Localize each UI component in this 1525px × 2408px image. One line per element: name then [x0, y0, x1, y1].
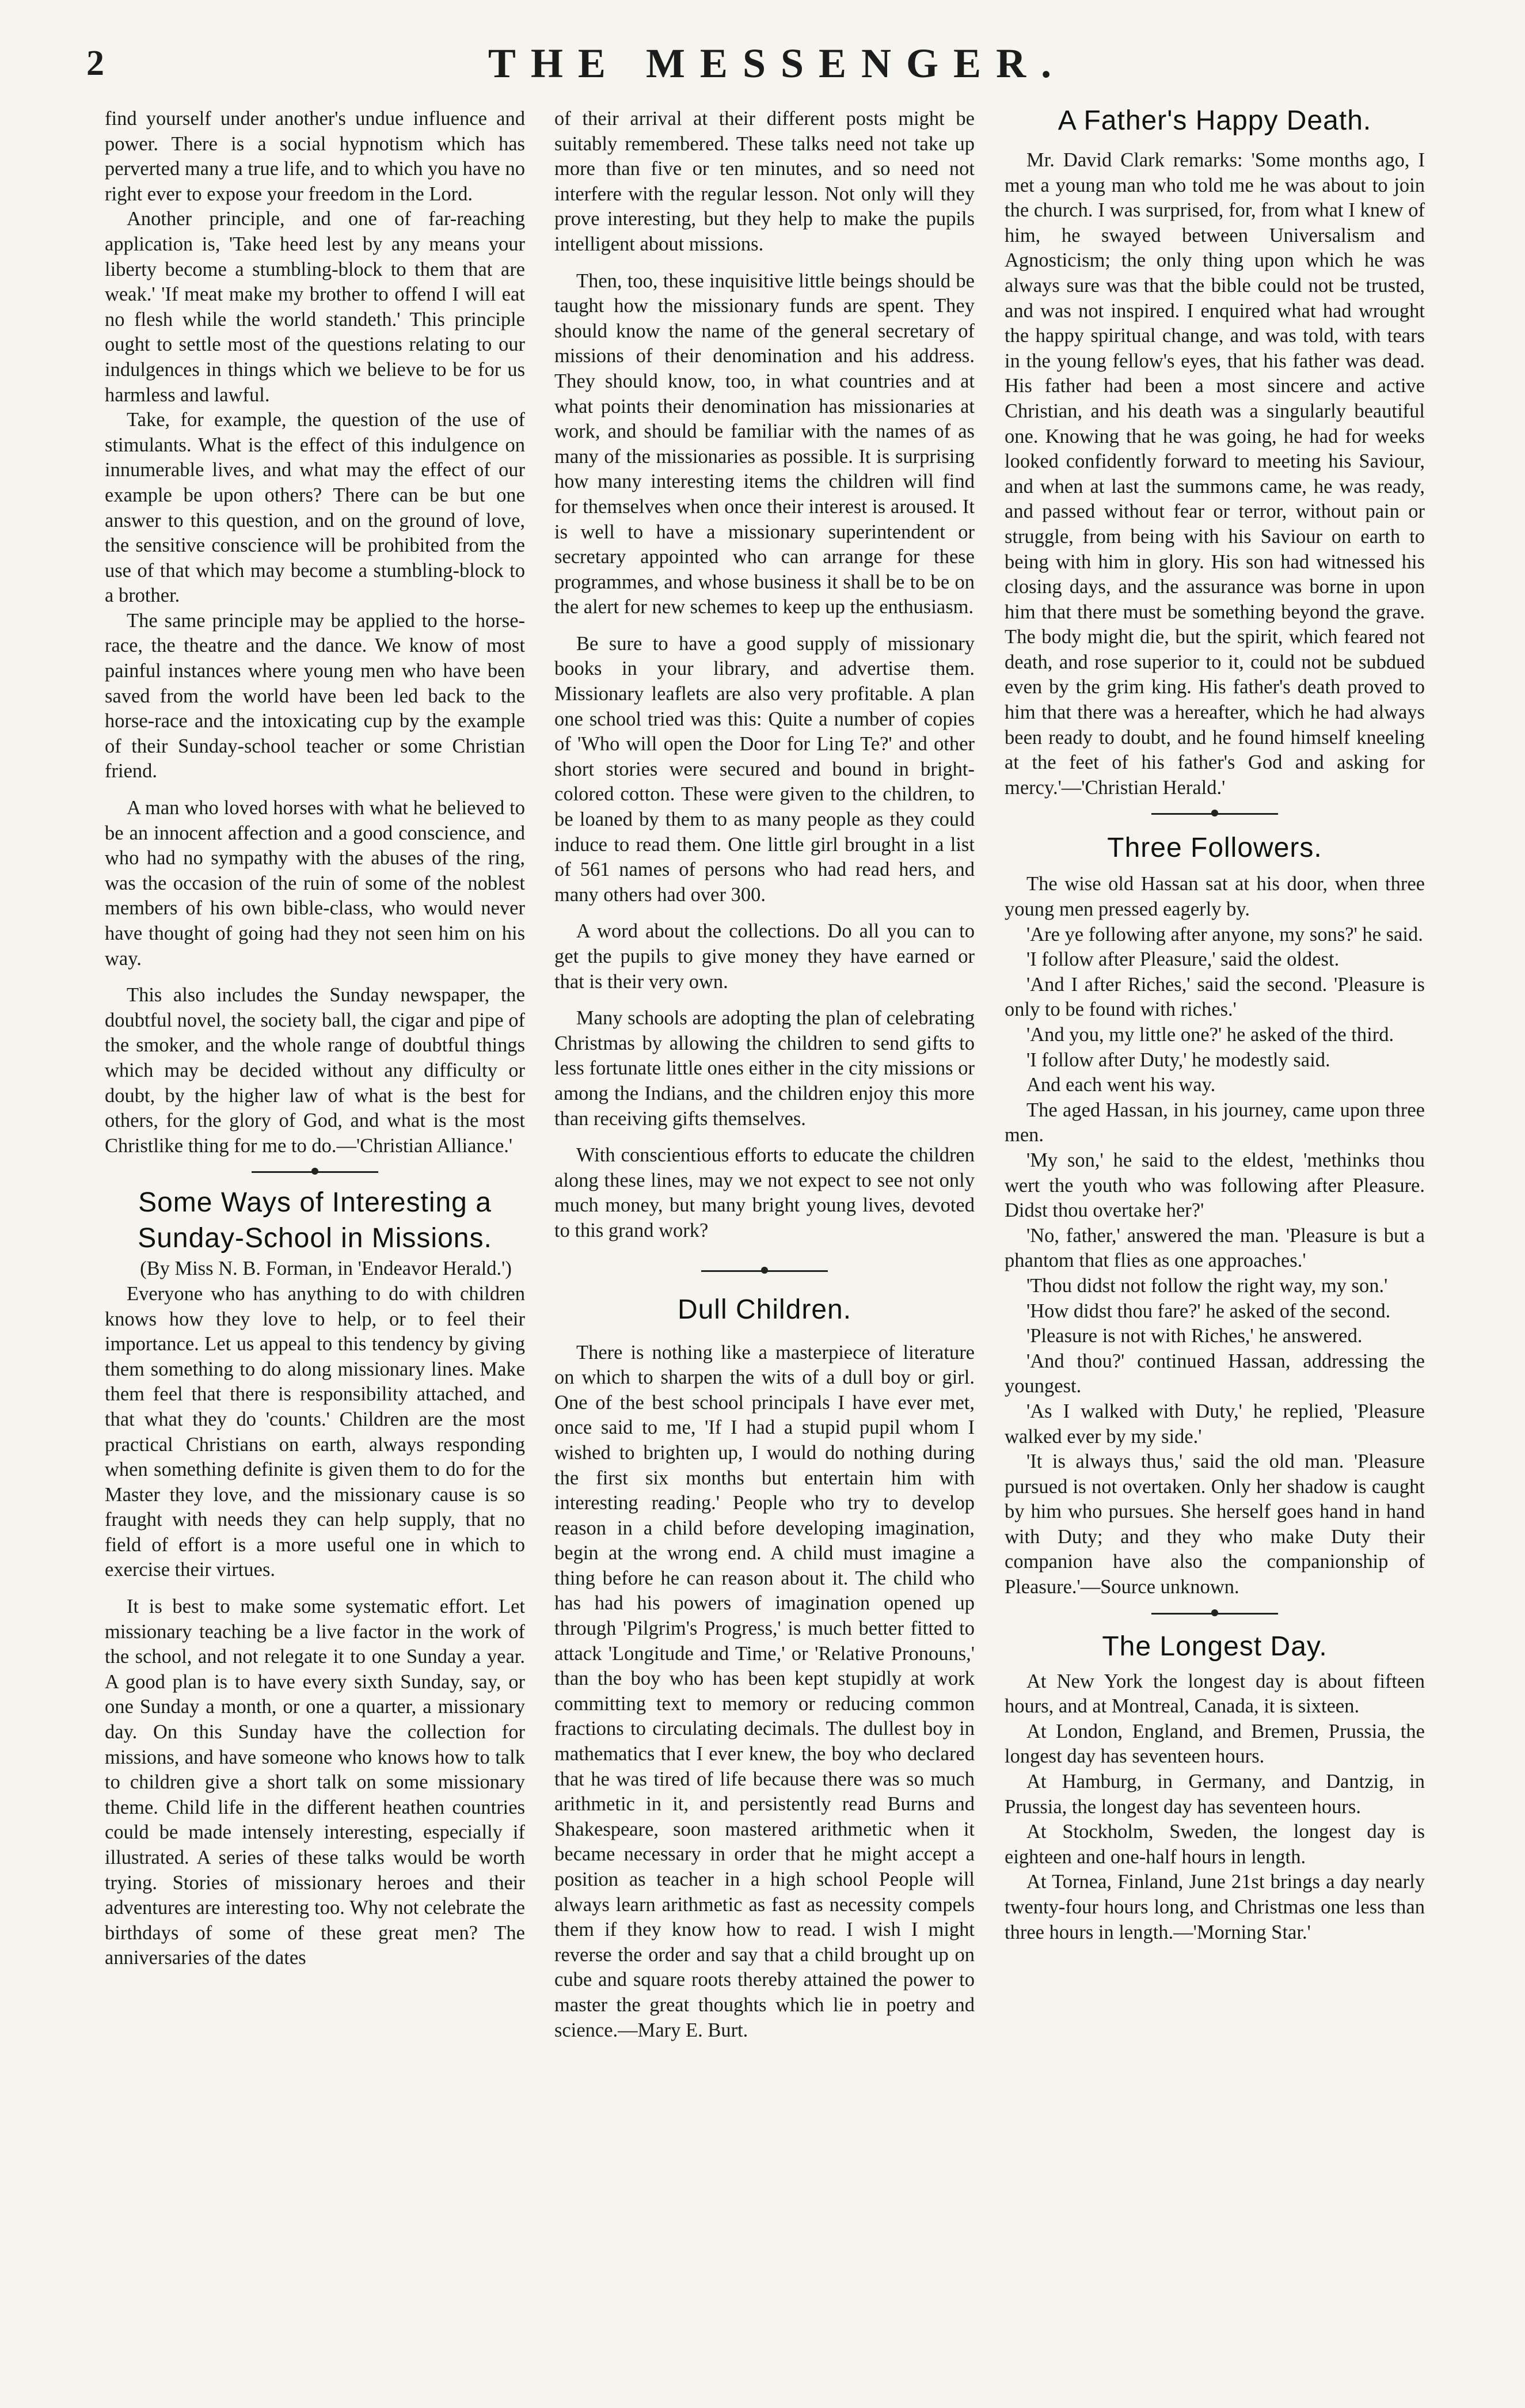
- article-title-missions: Some Ways of Interesting a Sunday-School in Missions.: [138, 1187, 492, 1254]
- paragraph: The wise old Hassan sat at his door, when three young men pressed eagerly by.: [1005, 873, 1425, 921]
- article-divider: [554, 1258, 975, 1284]
- paragraph: 'Thou didst not follow the right way, my son.': [1026, 1274, 1388, 1297]
- paragraph: It is best to make some systematic effort. Let missionary teaching be a live factor in the work of the school, and not relegate it to one Sunday a year. A good plan is to have every sixth Sunday, say, or one Sunday a month, or one a quarter, a missionary day. On this Sunday have the collection for missions, and have someone who knows how to talk to children give a short talk on some missionary theme. Child life in the different heathen countries could be made intensely interesting, especially if illustrated. A series of these talks would be worth trying. Stories of missionary heroes and their adventures are interesting too. Why not celebrate the birthdays of some of these great men? The anniversaries of the dates: [105, 1596, 525, 1969]
- article-divider: [1005, 800, 1425, 827]
- column-1: [105, 107, 525, 2375]
- newspaper-title: THE MESSENGER.: [488, 40, 1067, 86]
- paragraph: Mr. David Clark remarks: 'Some months ago, I met a young man who told me he was about to join the church. I was surprised, for, from what I knew of him, he swayed between Universalism and Agnosticism; the only thing upon which he was always sure was that the bible could not be trusted, and was not inspired. I enquired what had wrought the happy spiritual change, and was told, with tears in the young fellow's eyes, that his father was dead. His father had been a most sincere and active Christian, and his death was a singularly beautiful one. Knowing that he was going, he had for weeks looked confidently forward to meeting his Saviour, and when at last the summons came, he was ready, and passed without fear or terror, without pain or struggle, from being with his Saviour on earth to being with him in glory. His son had witnessed his closing days, and the assurance was borne in upon him that there must be something beyond the grave. The body might die, but the spirit, which feared not death, and rose superior to it, could not be subdued even by the grim king. His father's death proved to him that there was a hereafter, which he had always been ready to doubt, and he found himself kneeling at the feet of his father's God and asking for mercy.'—'Christian Herald.': [1005, 149, 1425, 799]
- paragraph: And each went his way.: [1026, 1074, 1216, 1096]
- paragraph: At Stockholm, Sweden, the longest day is eighteen and one-half hours in length.: [1005, 1821, 1425, 1868]
- paragraph: At New York the longest day is about fifteen hours, and at Montreal, Canada, it is sixteen.: [1005, 1670, 1425, 1718]
- paragraph: 'How didst thou fare?' he asked of the second.: [1026, 1300, 1391, 1322]
- paragraph: There is nothing like a masterpiece of literature on which to sharpen the wits of a dull boy or girl. One of the best school principals I have ever met, once said to me, 'If I had a stupid pupil whom I wished to brighten up, I would do nothing during the first six months but entertain him with interesting reading.' People who try to develop reason in a child before developing imagination, begin at the wrong end. A child must imagine a thing before he can reason about it. The child who has had his powers of imagination opened up through 'Pilgrim's Progress,' is much better fitted to attack 'Longitude and Time,' or 'Relative Pronouns,' than the boy who has been kept stupidly at work committing text to memory or reducing common fractions to circulating decimals. The dullest boy in mathematics that I ever knew, the boy who declared that he was tired of life because there was so much arithmetic in it, and persistently read Burns and Shakespeare, soon mastered arithmetic when it became necessary in order that he might accept a position as teacher in a high school People will always learn arithmetic as fast as necessity compels them if they know how to read. I wish I might reverse the order and say that a child brought up on cube and square roots thereby attained the power to master the great thoughts which lie in poetry and science.—Mary E. Burt.: [554, 1341, 975, 2041]
- paragraph: 'It is always thus,' said the old man. 'Pleasure pursued is not overtaken. Only her shadow is caught by him who pursues. She herself goes hand in hand with Duty; and they who make Duty their companion have also the companionship of Pleasure.'—Source unknown.: [1005, 1450, 1425, 1598]
- paragraph: 'And thou?' continued Hassan, addressing the youngest.: [1005, 1350, 1425, 1397]
- paragraph: find yourself under another's undue influence and power. There is a social hypnotism which has perverted many a true life, and to which you have no right ever to expose your freedom in the Lord.: [105, 108, 525, 205]
- article-divider: [105, 1159, 525, 1185]
- paragraph: 'Pleasure is not with Riches,' he answered.: [1026, 1325, 1363, 1347]
- article-byline: (By Miss N. B. Forman, in 'Endeavor Herald.'): [140, 1258, 512, 1280]
- article-divider: [1005, 1600, 1425, 1627]
- column-2: [554, 107, 975, 2375]
- paragraph: of their arrival at their different posts might be suitably remembered. These talks need not take up more than five or ten minutes, and so need not interfere with the regular lesson. Not only will they prove interesting, but they help to make the pupils intelligent about missions.: [554, 108, 975, 255]
- paragraph: At Tornea, Finland, June 21st brings a day nearly twenty-four hours long, and Christmas one less than three hours in length.—'Morning Star.': [1005, 1871, 1425, 1943]
- paragraph: A word about the collections. Do all you can to get the pupils to give money they have earned or that is their very own.: [554, 920, 975, 993]
- article-title-three-followers: Three Followers.: [1107, 833, 1322, 864]
- paragraph: Be sure to have a good supply of missionary books in your library, and advertise them. Missionary leaflets are also very profitable. A plan one school tried was this: Quite a number of copies of 'Who will open the Door for Ling Te?' and other short stories were secured and bound in bright-colored cotton. These were given to the children, to be loaned by them to as many people as they could induce to read them. One little girl brought in a list of 561 names of persons who had read hers, and many others had over 300.: [554, 632, 975, 906]
- paragraph: 'Are ye following after anyone, my sons?' he said.: [1026, 923, 1423, 945]
- paragraph: 'And you, my little one?' he asked of the third.: [1026, 1024, 1394, 1046]
- paragraph: A man who loved horses with what he believed to be an innocent affection and a good conscience, and who had no sympathy with the abuses of the ring, was the occasion of the ruin of some of the noblest members of his own bible-class, who would never have thought of going had they not seen him on his way.: [105, 797, 525, 970]
- paragraph: The same principle may be applied to the horse-race, the theatre and the dance. We know of most painful instances where young men who have been saved from the world have been led back to the horse-race and the intoxicating cup by the example of their Sunday-school teacher or some Christian friend.: [105, 609, 525, 783]
- paragraph: With conscientious efforts to educate the children along these lines, may we not expect to see not only much money, but many bright young lives, devoted to this grand work?: [554, 1144, 975, 1241]
- page-number: 2: [86, 44, 104, 83]
- article-title-dull-children: Dull Children.: [677, 1294, 852, 1325]
- paragraph: Then, too, these inquisitive little beings should be taught how the missionary funds are spent. They should know the name of the general secretary of missions of their denomination and his address. They should know, too, in what countries and at what points their denomination has missionaries at work, and should be familiar with the names of as many of the missionaries as possible. It is surprising how many interesting items the children will find for themselves when once their interest is aroused. It is well to have a missionary superintendent or secretary appointed who can arrange for these programmes, and whose business it shall be to be on the alert for new schemes to keep up the enthusiasm.: [554, 269, 975, 618]
- paragraph: Many schools are adopting the plan of celebrating Christmas by allowing the children to send gifts to less fortunate little ones either in the city missions or among the Indians, and the children enjoy this more than receiving gifts themselves.: [554, 1007, 975, 1130]
- paragraph: 'I follow after Pleasure,' said the oldest.: [1026, 948, 1340, 971]
- paragraph: 'As I walked with Duty,' he replied, 'Pleasure walked ever by my side.': [1005, 1400, 1425, 1448]
- paragraph: This also includes the Sunday newspaper, the doubtful novel, the society ball, the cigar and pipe of the smoker, and the whole range of doubtful things which may be decided without any difficulty or doubt, by the higher law of what is the best for others, for the glory of God, and what is the most Christlike thing for me to do.—'Christian Alliance.': [105, 984, 525, 1157]
- paragraph: 'And I after Riches,' said the second. 'Pleasure is only to be found with riches.': [1005, 973, 1425, 1021]
- column-3: [1005, 107, 1425, 2375]
- paragraph: At London, England, and Bremen, Prussia, the longest day has seventeen hours.: [1005, 1720, 1425, 1768]
- paragraph: 'I follow after Duty,' he modestly said.: [1026, 1049, 1330, 1071]
- paragraph: 'No, father,' answered the man. 'Pleasure is but a phantom that flies as one approaches.': [1005, 1224, 1425, 1272]
- paragraph: At Hamburg, in Germany, and Dantzig, in Prussia, the longest day has seventeen hours.: [1005, 1771, 1425, 1818]
- paragraph: Everyone who has anything to do with children knows how they love to help, or to feel their importance. Let us appeal to this tendency by giving them something to do along missionary lines. Make them feel that there is responsibility attached, and that what they do 'counts.' Children are the most practical Christians on earth, always responding when something definite is given them to do for the Master they love, and the missionary cause is so fraught with needs they can help supply, that no field of effort is a more useful one in which to exercise their virtues.: [105, 1282, 525, 1581]
- paragraph: 'My son,' he said to the eldest, 'methinks thou wert the youth who was following after Pleasure. Didst thou overtake her?': [1005, 1149, 1425, 1222]
- article-title-fathers-death: A Father's Happy Death.: [1058, 107, 1372, 136]
- paragraph: The aged Hassan, in his journey, came upon three men.: [1005, 1099, 1425, 1146]
- paragraph: Another principle, and one of far-reaching application is, 'Take heed lest by any means your liberty become a stumbling-block to them that are weak.' 'If meat make my brother to offend I will eat no flesh while the world standeth.' This principle ought to settle most of the questions relating to our indulgences in things which we believe to be for us harmless and lawful.: [105, 208, 525, 406]
- masthead: [86, 35, 1468, 92]
- paragraph: Take, for example, the question of the use of stimulants. What is the effect of this indulgence on innumerable lives, and what may the effect of our example be upon others? There can be but one answer to this question, and on the ground of love, the sensitive conscience will be prohibited from the use of that which may become a stumbling-block to a brother.: [105, 409, 525, 607]
- article-title-longest-day: The Longest Day.: [1102, 1631, 1328, 1662]
